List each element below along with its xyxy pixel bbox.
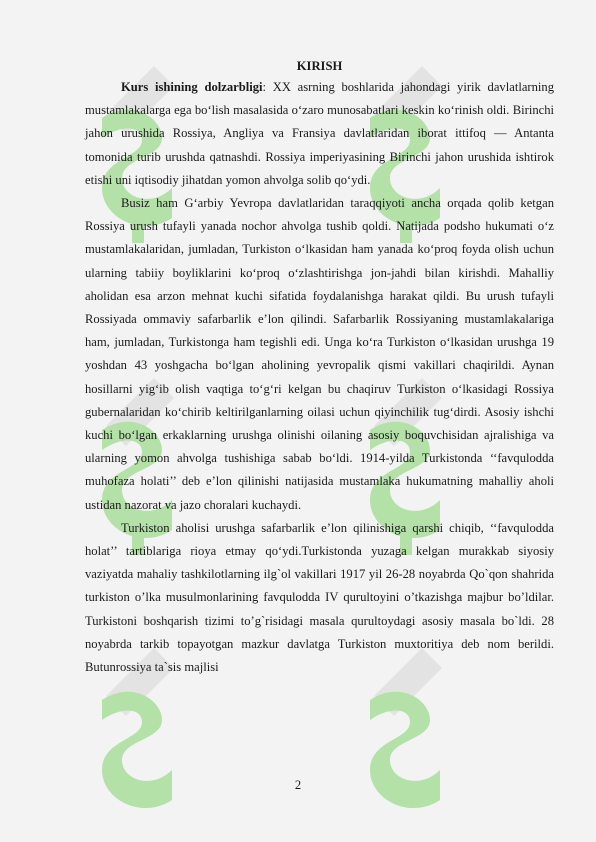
page-number: 2 [294,778,302,792]
page-title: KIRISH [296,59,343,73]
paragraph-text: Turkiston aholisi urushga safarbarlik e’lon qilinishiga qarshi chiqib, ‘‘favqulodda holat’’ tartiblariga rioya etmay qo‘ydi.Turkistonda yuzaga kelgan murakkab siyosiy vaziyatda mahaliy tashkilotlarning ilg`ol vakillari 1917 yil 26-28 noyabrda Qo`qon shahrida turkiston o’lka musulmonlarining favqulodda IV qurultoyini o’tkazishga majbur bo’ldilar. Turkistoni boshqarish tizimi to’g`risidagi masala qurultoydagi asosiy masala bo`ldi. 28 noyabrda tarkib topayotgan mazkur davlatga Turkiston muxtoritiya deb nom berildi. Butunrossiya ta`sis majlisi [85,520,554,675]
document-body [85,56,554,679]
paragraph-relevance [85,76,554,192]
paragraph-russia-war [85,192,554,517]
paragraph-text: Busiz ham G‘arbiy Yevropa davlatlaridan taraqqiyoti ancha orqada qolib ketgan Rossiya urush tufayli yanada nochor ahvolga tushib qoldi. Natijada podsho hukumati o‘z mustamlakalaridan, jumladan, Turkiston o‘lkasidan ham yanada ko‘proq foyda olish uchun ularning tabiiy boyliklarini ko‘proq o‘zlashtirishga jon-jahdi bilan kirishdi. Mahalliy aholidan esa arzon mehnat kuchi sifatida foydalanishga harakat qildi. Bu urush tufayli Rossiyada ommaviy safarbarlik e’lon qilindi. Safarbarlik Rossiyaning mustamlakalariga ham, jumladan, Turkistonga ham tegishli edi. Unga ko‘ra Turkiston o‘lkasidan urushga 19 yoshdan 43 yoshgacha bo‘lgan aholining yevropalik qismi vakillari chaqirildi. Aynan hosillarni yig‘ib olish vaqtiga to‘g‘ri kelgan bu chaqiruv Turkiston o‘lkasidagi Rossiya gubernalaridan ko‘chirib keltirilganlarning oilasi uchun qiyinchilik tug‘dirdi. Asosiy ishchi kuchi bo‘lgan erkaklarning urushga olinishi oilaning asosiy boquvchisidan ajralishiga va ularning yomon ahvolga tushishiga sabab bo‘ldi. 1914-yilda Turkistonda ‘‘favqulodda muhofaza holati’’ deb e’lon qilinishi natijasida mustamlaka hukumatning mahalliy aholi ustidan nazorat va jazo choralari kuchaydi. [85,196,554,512]
paragraph-turkistan [85,517,554,679]
paragraph-lead: Kurs ishining dolzarbligi [121,80,263,94]
paragraph-text: : XX asrning boshlarida jahondagi yirik davlatlarning mustamlakalarga ega bo‘lish masalasida o‘zaro munosabatlari keskin ko‘rinish oldi. Birinchi jahon urushida Rossiya, Angliya va Fransiya davlatlaridan iborat ittifoq — Antanta tomonida turib urushda qatnashdi. Rossiya imperiyasining Birinchi jahon urushida ishtirok etishi uni iqtisodiy jihatdan yomon ahvolga solib qo‘ydi. [85,80,554,187]
